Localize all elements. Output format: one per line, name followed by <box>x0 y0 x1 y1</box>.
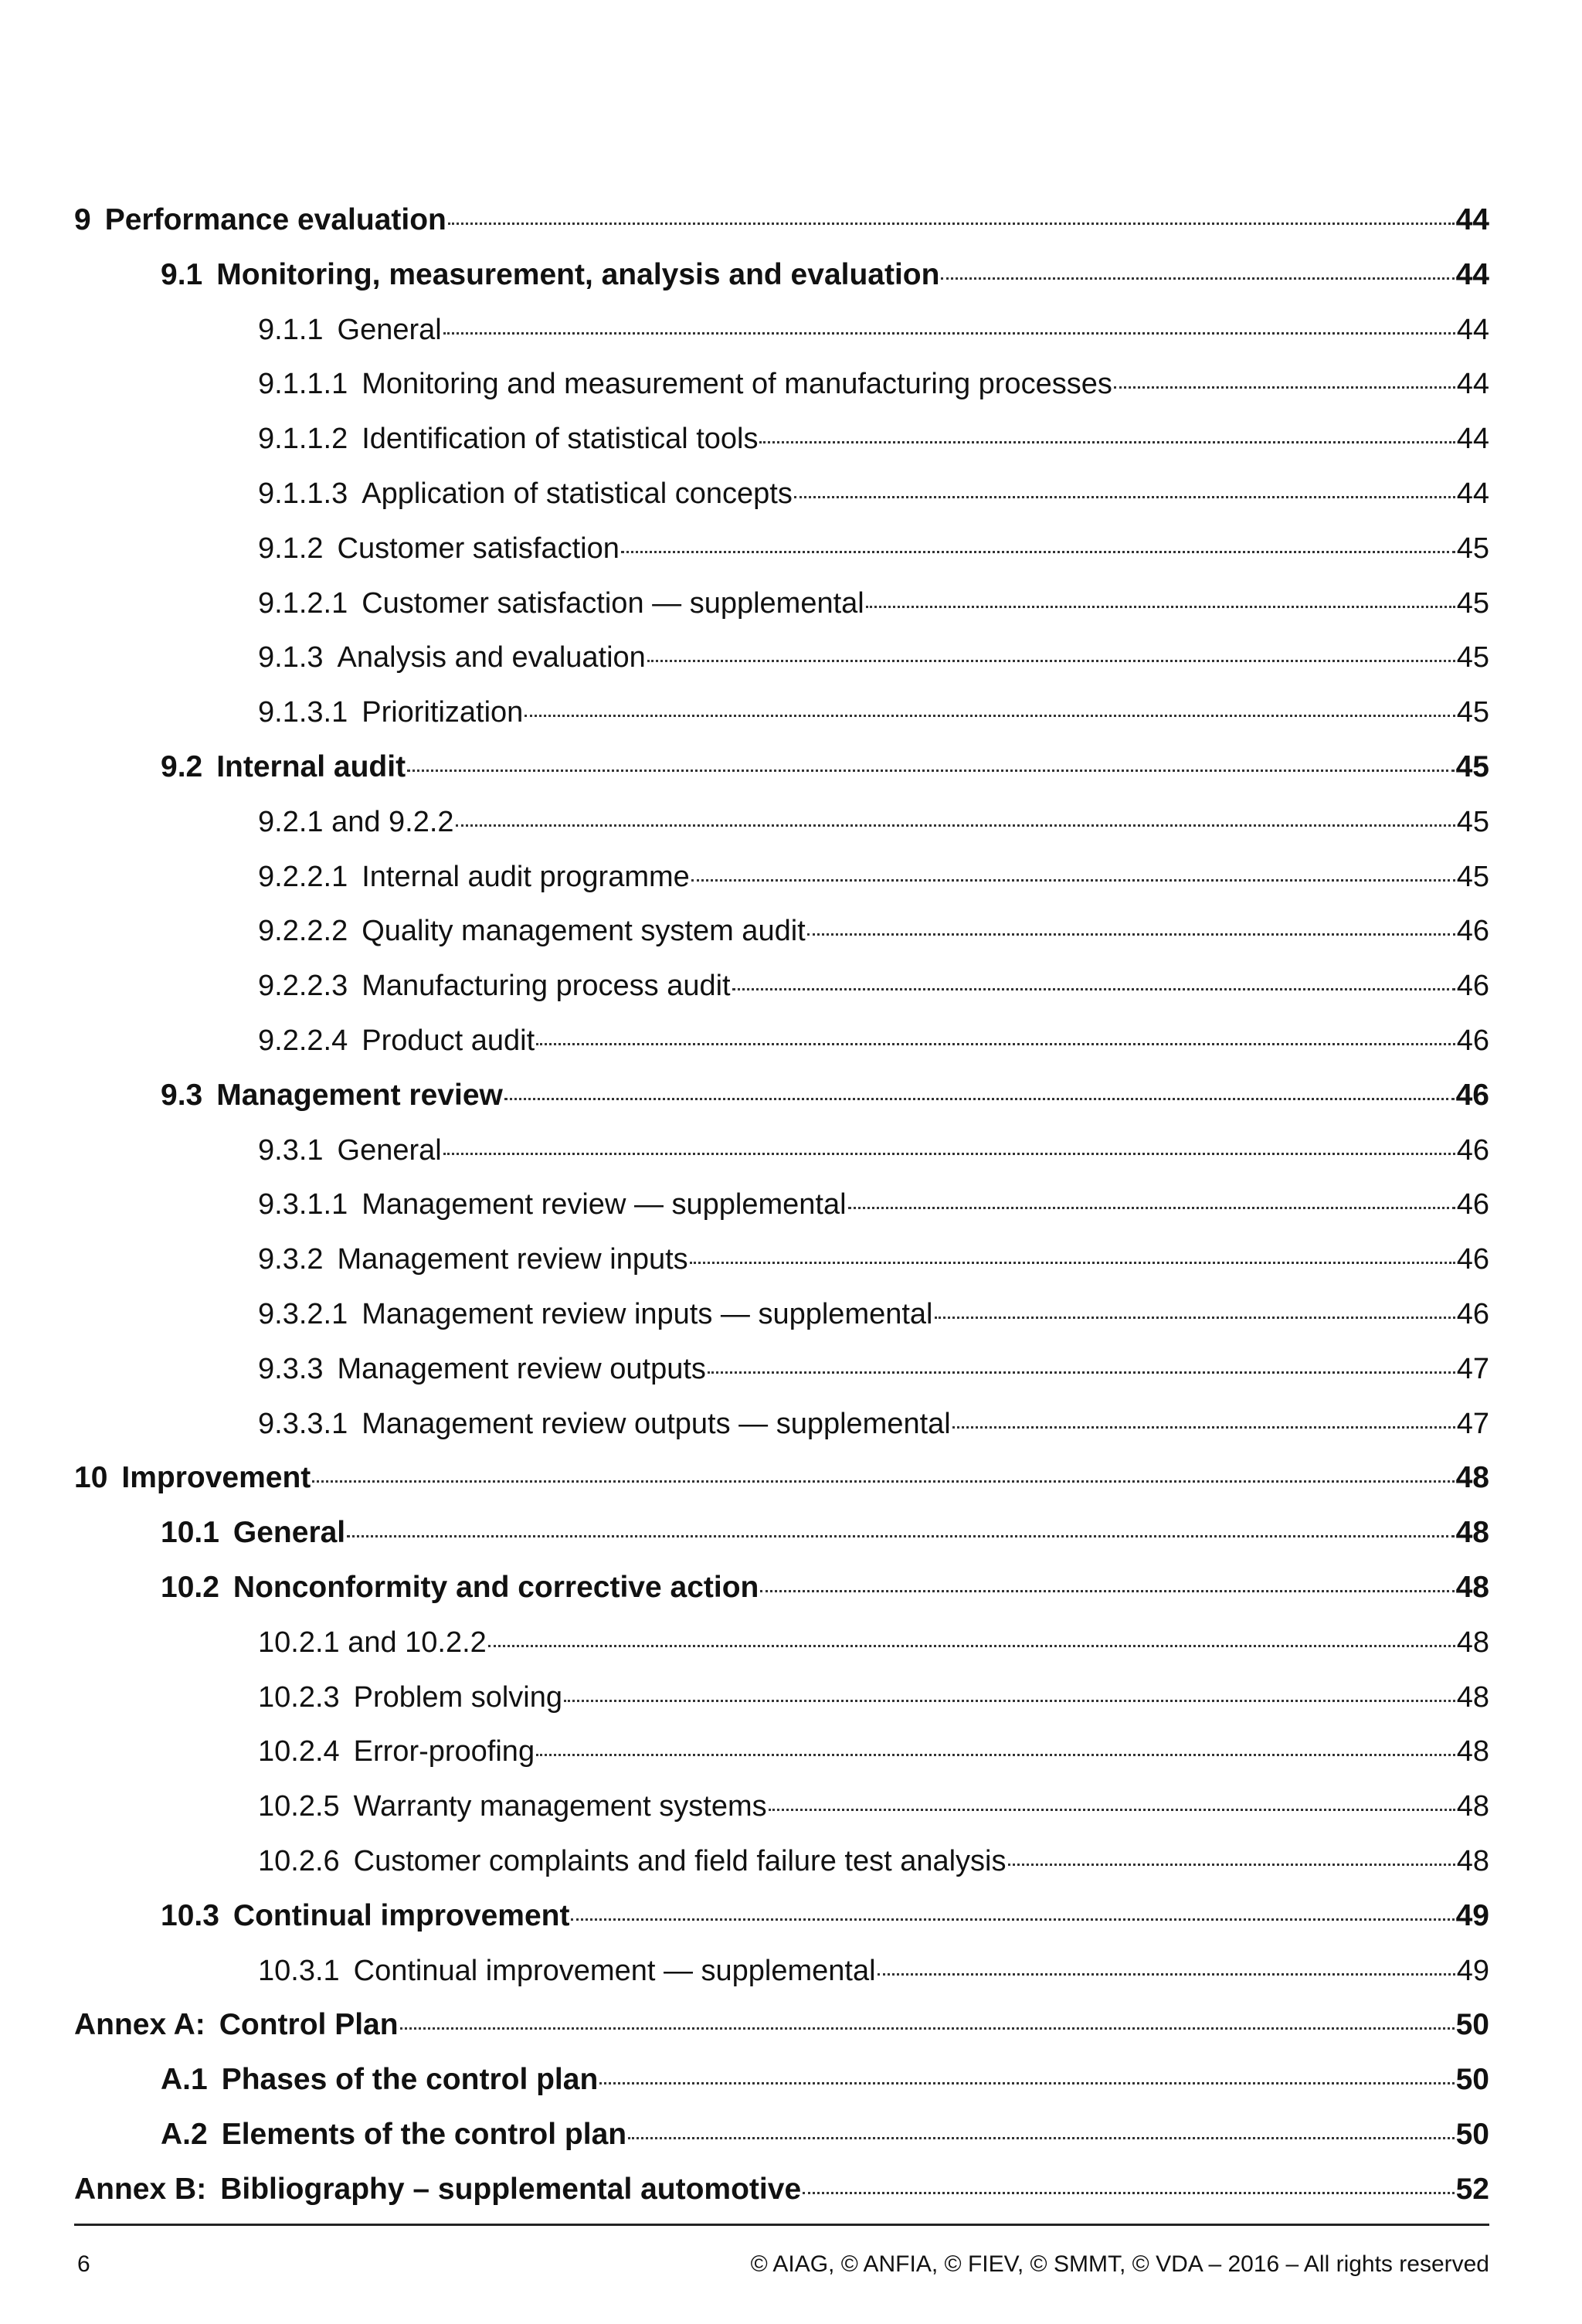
toc-entry[interactable] <box>74 248 1489 303</box>
toc-entry-title: Monitoring and measurement of manufacturing processes <box>362 368 1112 401</box>
toc-dot-leader <box>599 2082 1454 2084</box>
toc-entry-number: 9.2.2.4 <box>258 1024 348 1057</box>
toc-entry-page: 44 <box>1456 368 1489 401</box>
toc-entry-number: 10.3 <box>161 1898 219 1932</box>
toc-entry[interactable] <box>74 576 1489 631</box>
toc-entry-number: 10.1 <box>161 1516 219 1550</box>
toc-entry-page: 45 <box>1456 805 1489 838</box>
toc-entry-title: Performance evaluation <box>104 203 446 236</box>
toc-entry-number: 9.3.2.1 <box>258 1297 348 1330</box>
toc-dot-leader <box>571 1918 1454 1921</box>
toc-dot-leader <box>803 2192 1454 2194</box>
toc-entry-title: Analysis and evaluation <box>337 641 646 674</box>
toc-dot-leader <box>456 824 1455 827</box>
toc-entry[interactable] <box>74 303 1489 358</box>
toc-entry-number: 9.3.3.1 <box>258 1407 348 1440</box>
toc-dot-leader <box>536 1754 1455 1756</box>
toc-dot-leader <box>504 1098 1455 1100</box>
toc-entry-number: 10.2.4 <box>258 1735 340 1768</box>
toc-entry-title: Elements of the control plan <box>221 2117 627 2151</box>
page-number: 6 <box>77 2251 90 2277</box>
toc-entry-title: Management review inputs — supplemental <box>362 1297 933 1330</box>
toc-entry-page: 44 <box>1456 313 1489 346</box>
toc-entry-title: General <box>337 313 442 346</box>
toc-entry-title: Improvement <box>121 1461 311 1495</box>
copyright-notice: © AIAG, © ANFIA, © FIEV, © SMMT, © VDA – 2016 – All rights reserved <box>750 2251 1489 2277</box>
toc-dot-leader <box>525 715 1455 717</box>
toc-entry-title: Warranty management systems <box>353 1790 767 1823</box>
toc-entry-page: 50 <box>1455 2008 1489 2042</box>
toc-entry-title: Application of statistical concepts <box>362 477 793 510</box>
toc-entry-number: 9.1.2.1 <box>258 586 348 620</box>
toc-entry-page: 48 <box>1456 1790 1489 1823</box>
toc-dot-leader <box>708 1371 1455 1374</box>
toc-entry-page: 48 <box>1455 1570 1489 1604</box>
toc-entry-title: Bibliography – supplemental automotive <box>220 2172 802 2206</box>
toc-dot-leader <box>621 551 1455 553</box>
toc-dot-leader <box>952 1426 1455 1429</box>
toc-entry-page: 49 <box>1455 1898 1489 1932</box>
toc-entry-title: Error-proofing <box>353 1735 535 1768</box>
toc-entry-title: Management review inputs <box>337 1243 688 1276</box>
toc-entry-number: 10.2 <box>161 1570 219 1604</box>
toc-entry-number: A.1 <box>161 2063 208 2097</box>
toc-entry-page: 48 <box>1456 1735 1489 1768</box>
toc-entry-page: 47 <box>1456 1407 1489 1440</box>
toc-dot-leader <box>941 277 1454 280</box>
toc-entry-title: Internal audit <box>216 749 406 783</box>
toc-entry[interactable] <box>74 1724 1489 1779</box>
toc-entry-page: 45 <box>1456 860 1489 893</box>
toc-entry-number: Annex B: <box>74 2172 207 2206</box>
toc-entry-title: Internal audit programme <box>362 860 690 893</box>
toc-entry-page: 46 <box>1455 1078 1489 1112</box>
toc-dot-leader <box>647 660 1455 662</box>
toc-entry-number: 9.3.1.1 <box>258 1188 348 1221</box>
toc-entry[interactable] <box>74 1779 1489 1834</box>
toc-entry-page: 46 <box>1456 1297 1489 1330</box>
toc-entry-number: 9.2.2.1 <box>258 860 348 893</box>
toc-entry-page: 45 <box>1455 749 1489 783</box>
toc-entry-page: 46 <box>1456 1133 1489 1167</box>
toc-entry[interactable] <box>74 1451 1489 1506</box>
toc-entry-title: Product audit <box>362 1024 535 1057</box>
toc-entry-page: 46 <box>1456 970 1489 1003</box>
toc-entry-title: General <box>233 1516 346 1550</box>
toc-entry-page: 46 <box>1456 1024 1489 1057</box>
toc-entry[interactable] <box>74 1944 1489 1999</box>
toc-entry-page: 44 <box>1455 257 1489 291</box>
toc-entry-number: 9.2.1 and 9.2.2 <box>258 805 454 838</box>
toc-entry[interactable] <box>74 357 1489 412</box>
toc-entry-number: 10.2.6 <box>258 1844 340 1877</box>
toc-entry-number: 9.2 <box>161 749 203 783</box>
toc-entry[interactable] <box>74 1014 1489 1069</box>
toc-entry-number: 9.3.3 <box>258 1352 324 1385</box>
toc-dot-leader <box>536 1043 1455 1045</box>
toc-entry-page: 46 <box>1456 915 1489 948</box>
toc-entry-title: Prioritization <box>362 696 524 729</box>
toc-entry-number: 9 <box>74 203 91 236</box>
toc-dot-leader <box>935 1317 1455 1319</box>
toc-entry-title: Monitoring, measurement, analysis and evaluation <box>216 257 940 291</box>
toc-entry-number: 9.1 <box>161 257 203 291</box>
toc-entry-number: 9.1.1.2 <box>258 423 348 456</box>
toc-entry[interactable] <box>74 1287 1489 1342</box>
toc-entry-number: 9.1.2 <box>258 532 324 565</box>
toc-entry[interactable] <box>74 795 1489 850</box>
toc-entry-page: 44 <box>1456 477 1489 510</box>
toc-dot-leader <box>488 1645 1455 1647</box>
toc-entry[interactable] <box>74 1177 1489 1232</box>
toc-entry-number: 9.1.1.1 <box>258 368 348 401</box>
toc-entry-page: 47 <box>1456 1352 1489 1385</box>
toc-entry-page: 44 <box>1455 203 1489 236</box>
toc-dot-leader <box>848 1207 1455 1209</box>
toc-entry-number: 10 <box>74 1461 108 1495</box>
toc-dot-leader <box>628 2137 1455 2139</box>
toc-entry[interactable] <box>74 630 1489 685</box>
toc-entry[interactable] <box>74 959 1489 1014</box>
toc-entry-title: Customer satisfaction — supplemental <box>362 586 864 620</box>
table-of-contents <box>74 193 1489 2217</box>
toc-entry[interactable] <box>74 1889 1489 1944</box>
toc-dot-leader <box>759 441 1455 443</box>
toc-dot-leader <box>1008 1864 1455 1866</box>
toc-entry[interactable] <box>74 850 1489 905</box>
toc-entry-page: 48 <box>1456 1626 1489 1659</box>
toc-entry-page: 52 <box>1455 2172 1489 2206</box>
toc-entry[interactable] <box>74 740 1489 795</box>
toc-entry[interactable] <box>74 1397 1489 1452</box>
toc-dot-leader <box>807 933 1455 936</box>
toc-dot-leader <box>448 223 1455 225</box>
toc-entry-number: A.2 <box>161 2117 208 2151</box>
toc-entry[interactable] <box>74 2053 1489 2108</box>
toc-entry-title: Phases of the control plan <box>221 2063 599 2097</box>
toc-entry[interactable] <box>74 2108 1489 2163</box>
toc-entry-page: 50 <box>1455 2063 1489 2097</box>
toc-entry-title: Nonconformity and corrective action <box>233 1570 759 1604</box>
toc-entry-title: Management review — supplemental <box>362 1188 847 1221</box>
toc-entry-number: 9.1.3.1 <box>258 696 348 729</box>
toc-entry[interactable] <box>74 1123 1489 1178</box>
toc-dot-leader <box>564 1700 1455 1702</box>
toc-entry-number: 9.3 <box>161 1078 203 1112</box>
toc-entry-page: 45 <box>1456 586 1489 620</box>
toc-entry-page: 45 <box>1456 641 1489 674</box>
toc-entry[interactable] <box>74 412 1489 467</box>
toc-entry-page: 44 <box>1456 423 1489 456</box>
toc-entry[interactable] <box>74 467 1489 522</box>
toc-dot-leader <box>443 1153 1455 1155</box>
toc-entry-title: Problem solving <box>353 1680 562 1714</box>
toc-dot-leader <box>347 1535 1454 1537</box>
toc-dot-leader <box>312 1480 1454 1483</box>
toc-dot-leader <box>794 496 1455 498</box>
toc-entry[interactable] <box>74 1998 1489 2053</box>
toc-entry-page: 45 <box>1456 532 1489 565</box>
toc-entry[interactable] <box>74 1506 1489 1561</box>
toc-entry-number: 9.3.1 <box>258 1133 324 1167</box>
toc-entry-title: Management review outputs <box>337 1352 706 1385</box>
toc-entry-page: 46 <box>1456 1243 1489 1276</box>
toc-entry-page: 48 <box>1455 1461 1489 1495</box>
toc-dot-leader <box>400 2027 1455 2030</box>
toc-entry-page: 49 <box>1456 1954 1489 1987</box>
toc-dot-leader <box>1114 386 1455 389</box>
toc-dot-leader <box>866 606 1455 608</box>
toc-entry-title: Customer satisfaction <box>337 532 620 565</box>
toc-entry-page: 48 <box>1456 1844 1489 1877</box>
toc-entry[interactable] <box>74 685 1489 740</box>
footer-divider <box>74 2224 1489 2226</box>
toc-dot-leader <box>878 1973 1455 1976</box>
toc-entry-number: 10.2.3 <box>258 1680 340 1714</box>
toc-entry-title: Continual improvement <box>233 1898 570 1932</box>
toc-entry[interactable] <box>74 522 1489 576</box>
toc-entry[interactable] <box>74 1616 1489 1670</box>
toc-entry-number: Annex A: <box>74 2008 205 2042</box>
toc-entry[interactable] <box>74 1232 1489 1287</box>
toc-entry[interactable] <box>74 1069 1489 1123</box>
toc-entry[interactable] <box>74 193 1489 248</box>
toc-entry-number: 9.1.3 <box>258 641 324 674</box>
toc-entry-page: 48 <box>1456 1680 1489 1714</box>
toc-entry[interactable] <box>74 904 1489 959</box>
toc-entry[interactable] <box>74 1561 1489 1616</box>
toc-dot-leader <box>690 1262 1455 1264</box>
toc-dot-leader <box>443 332 1455 335</box>
toc-entry-number: 9.1.1 <box>258 313 324 346</box>
toc-entry-page: 50 <box>1455 2117 1489 2151</box>
toc-dot-leader <box>407 770 1455 772</box>
toc-entry-number: 10.2.5 <box>258 1790 340 1823</box>
toc-entry-title: Identification of statistical tools <box>362 423 759 456</box>
toc-entry-title: Continual improvement — supplemental <box>353 1954 876 1987</box>
toc-entry-page: 45 <box>1456 696 1489 729</box>
toc-entry-title: General <box>337 1133 442 1167</box>
toc-entry-title: Quality management system audit <box>362 915 806 948</box>
toc-entry-title: Manufacturing process audit <box>362 970 731 1003</box>
toc-entry-number: 10.2.1 and 10.2.2 <box>258 1626 487 1659</box>
toc-entry-page: 46 <box>1456 1188 1489 1221</box>
toc-entry-title: Customer complaints and field failure test analysis <box>353 1844 1007 1877</box>
toc-entry-number: 10.3.1 <box>258 1954 340 1987</box>
toc-entry-title: Control Plan <box>219 2008 399 2042</box>
toc-dot-leader <box>691 879 1455 882</box>
toc-entry-number: 9.2.2.2 <box>258 915 348 948</box>
toc-entry-number: 9.3.2 <box>258 1243 324 1276</box>
toc-dot-leader <box>760 1590 1454 1592</box>
toc-entry[interactable] <box>74 1342 1489 1397</box>
toc-entry[interactable] <box>74 1834 1489 1889</box>
toc-entry-title: Management review outputs — supplemental <box>362 1407 951 1440</box>
toc-dot-leader <box>732 988 1455 990</box>
toc-entry-number: 9.1.1.3 <box>258 477 348 510</box>
toc-entry[interactable] <box>74 1670 1489 1725</box>
toc-dot-leader <box>769 1809 1455 1811</box>
toc-entry[interactable] <box>74 2163 1489 2217</box>
toc-entry-title: Management review <box>216 1078 503 1112</box>
toc-entry-page: 48 <box>1455 1516 1489 1550</box>
toc-entry-number: 9.2.2.3 <box>258 970 348 1003</box>
